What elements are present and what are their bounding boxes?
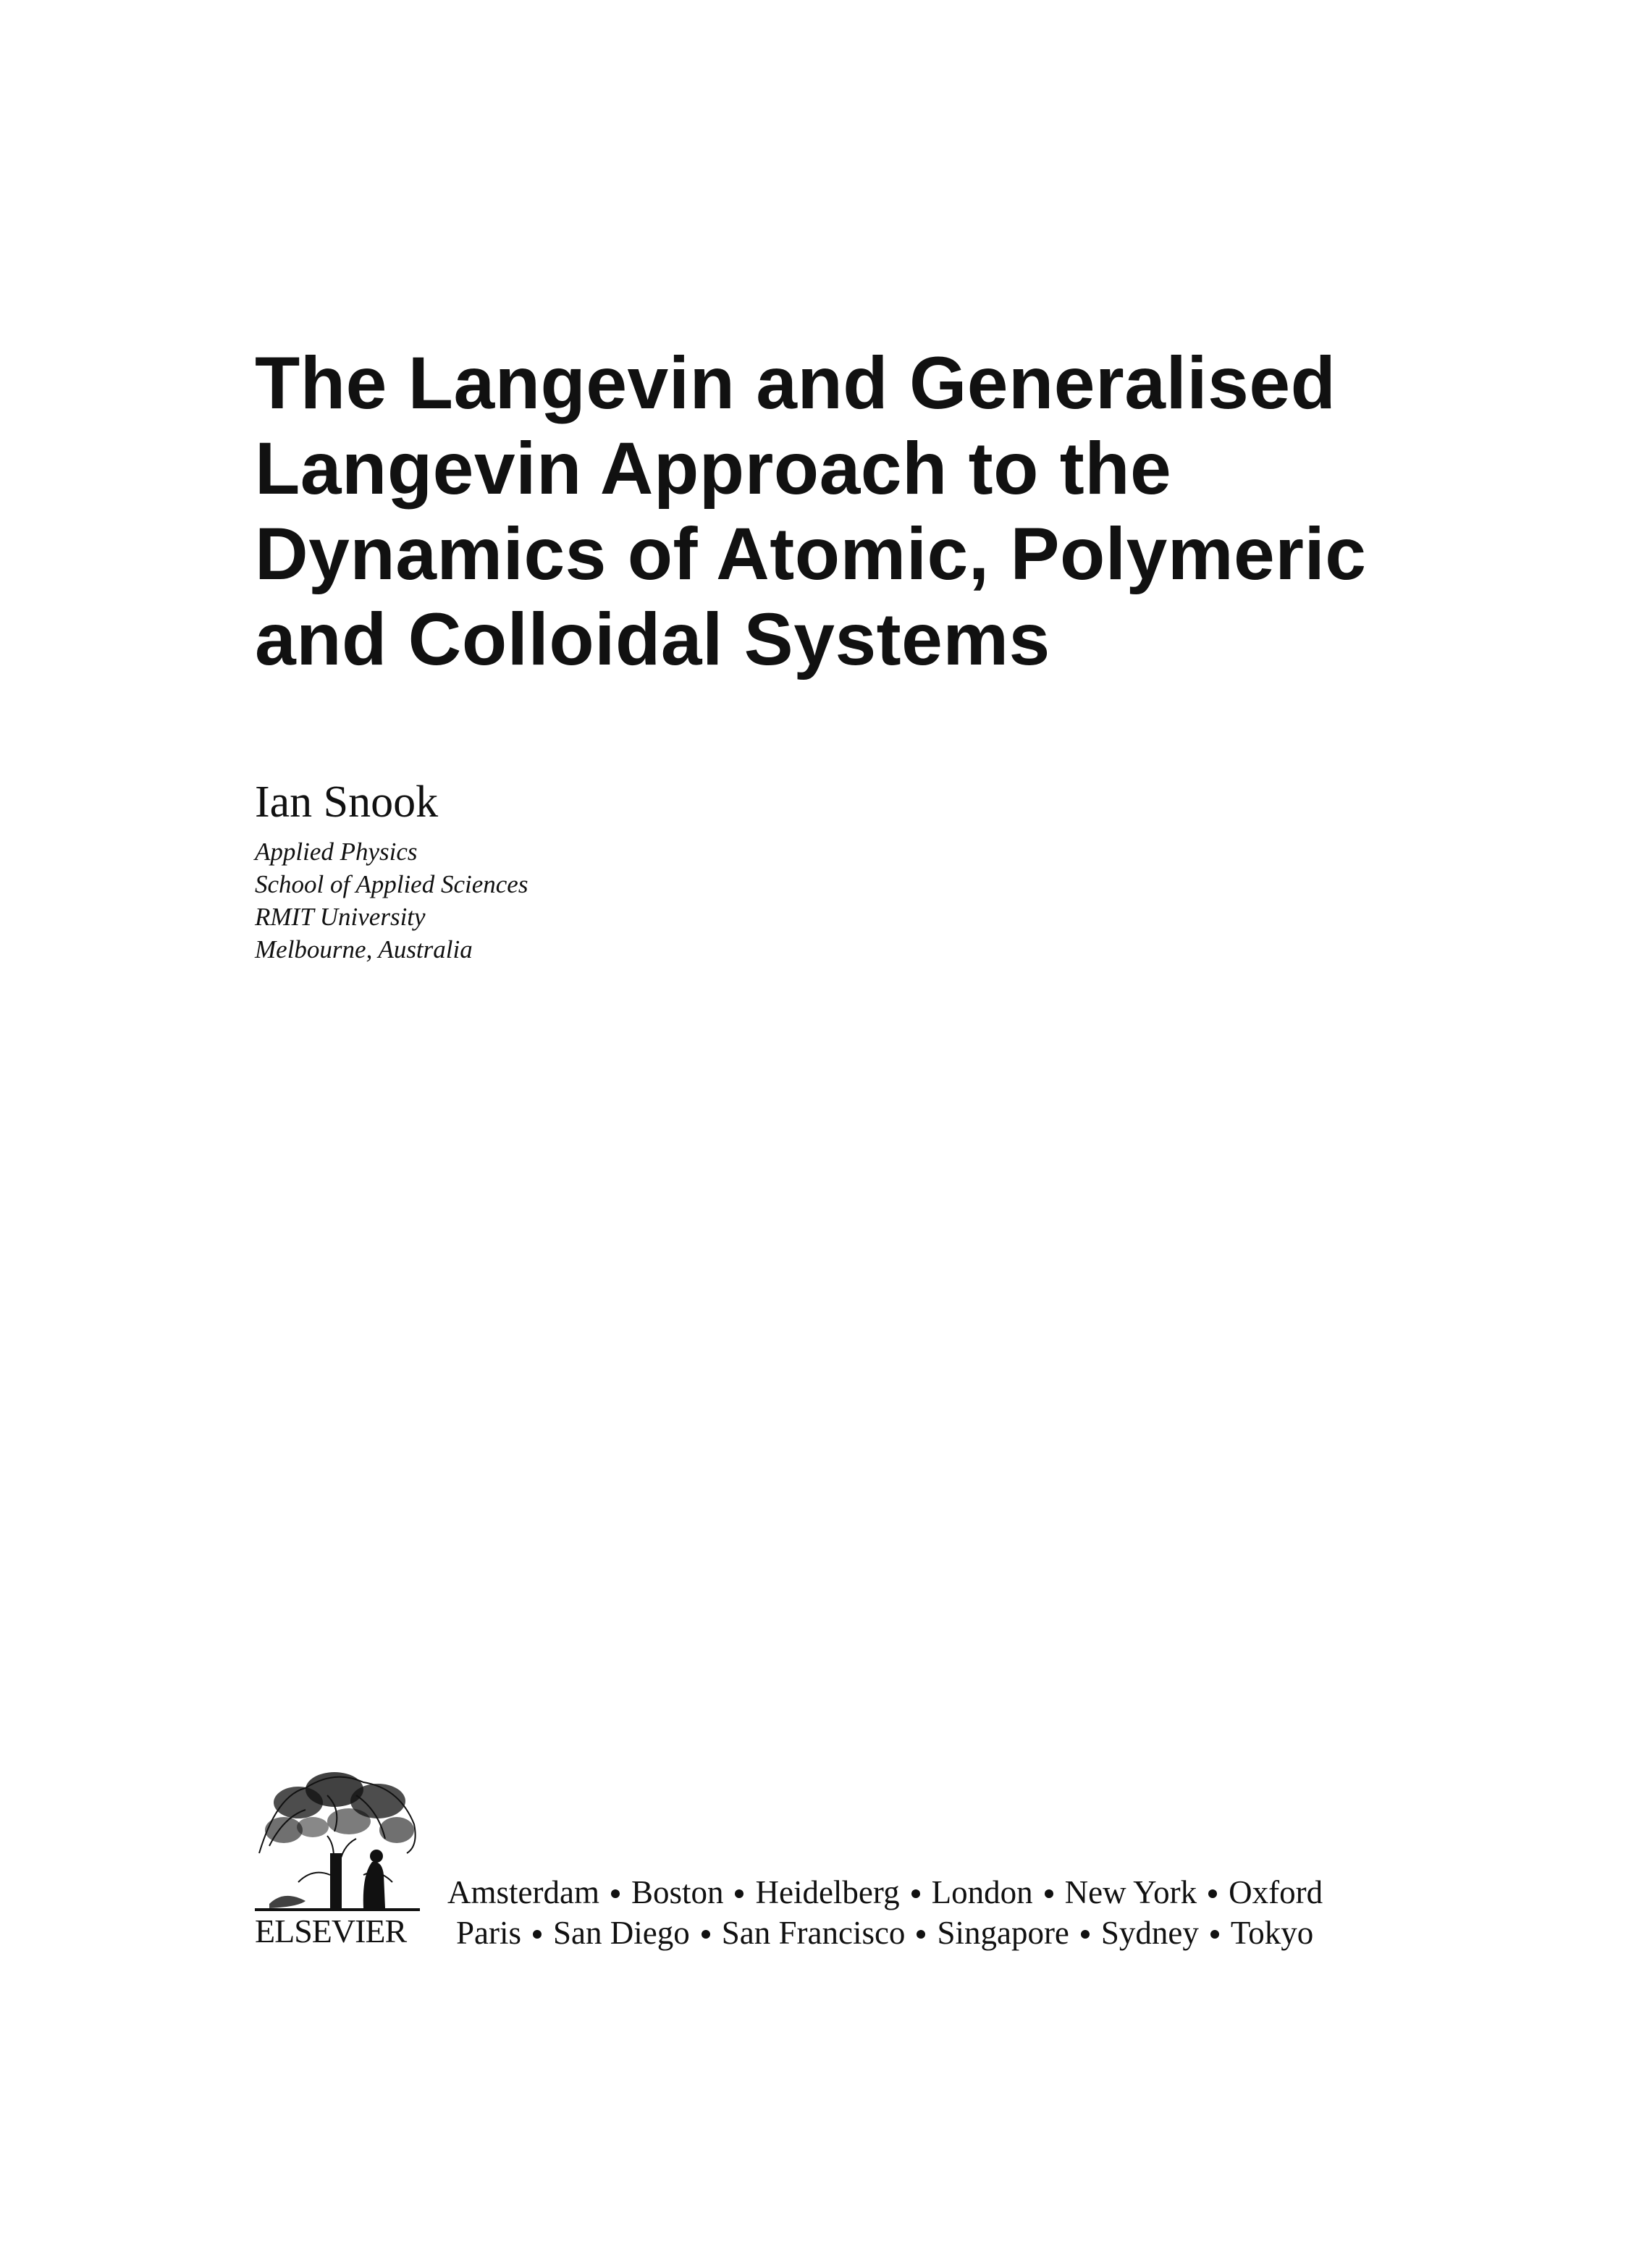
bullet-icon [1045,1889,1053,1898]
affiliation-line-2: School of Applied Sciences [255,870,528,898]
city: Singapore [937,1915,1069,1951]
author-block [255,773,528,966]
elsevier-wordmark: ELSEVIER [255,1913,407,1949]
affiliation-line-3: RMIT University [255,903,426,931]
bullet-icon [1208,1889,1217,1898]
author-affiliation [255,835,528,966]
title-line-2: Langevin Approach to the [255,427,1172,510]
elsevier-tree-logo-icon [255,1766,420,1911]
bullet-icon [1210,1930,1219,1939]
bullet-icon [533,1930,542,1939]
title-line-1: The Langevin and Generalised [255,342,1336,424]
city: San Diego [553,1915,690,1951]
city: Tokyo [1230,1915,1314,1951]
publisher-imprint [255,1766,1413,1955]
book-title [255,340,1384,682]
title-line-3: Dynamics of Atomic, Polymeric [255,513,1367,595]
city: Amsterdam [447,1874,599,1910]
city: Sydney [1100,1915,1199,1951]
bullet-icon [911,1889,920,1898]
affiliation-line-1: Applied Physics [255,838,418,866]
city: Heidelberg [755,1874,900,1910]
city: San Francisco [721,1915,906,1951]
bullet-icon [917,1930,925,1939]
affiliation-line-4: Melbourne, Australia [255,935,473,964]
bullet-icon [1081,1930,1090,1939]
bullet-icon [702,1930,710,1939]
bullet-icon [735,1889,744,1898]
cities-row-1 [447,1872,1323,1913]
city: Oxford [1229,1874,1323,1910]
publisher-cities [447,1872,1323,1953]
bullet-icon [611,1889,620,1898]
city: New York [1064,1874,1197,1910]
author-name: Ian Snook [255,777,439,827]
city: Paris [456,1915,521,1951]
title-line-4: and Colloidal Systems [255,598,1050,680]
city: London [931,1874,1033,1910]
cities-row-2 [447,1913,1323,1953]
city: Boston [631,1874,724,1910]
